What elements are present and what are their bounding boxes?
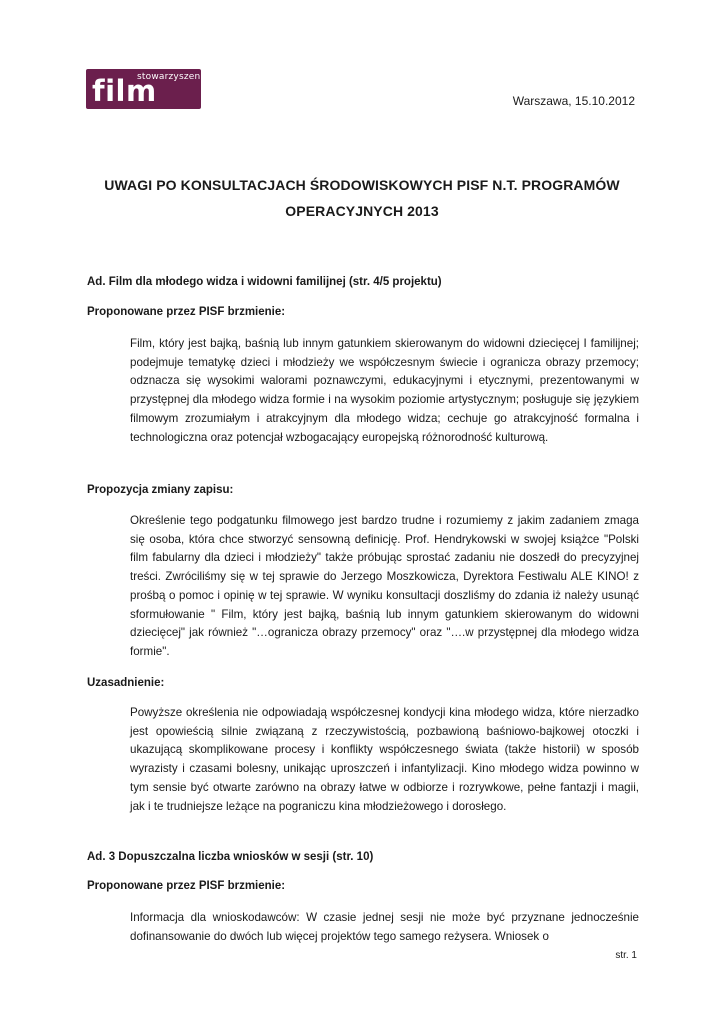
association-logo [86,69,209,142]
subheading-proposed-1: Proponowane przez PISF brzmienie: [87,306,286,318]
logo-main-text: film 1,2 [92,74,157,142]
logo-small-text: stowarzyszenie [137,72,209,82]
title-line-1: UWAGI PO KONSULTACJACH ŚRODOWISKOWYCH PISF N.T. PROGRAMÓW [104,177,620,193]
title-line-2: OPERACYJNYCH 2013 [285,203,439,219]
section-heading-ad1: Ad. Film dla młodego widza i widowni familijnej (str. 4/5 projektu) [87,276,442,288]
document-title [86,172,638,224]
paragraph-justification: Powyższe określenia nie odpowiadają współczesnej kondycji kina młodego widza, które nierzadko jest opowieścią silnie związaną z rzeczywistością, pozbawioną baśniowo-bajkowej otoczki i ukazującą skomplikowane procesy i konflikty współczesnego świata (także historii) w sposób wyrazisty i czasami bolesny, unikając uproszczeń i infantylizacji. Kino młodego widza powinno w tym sensie być otwarte zarówno na obrazy łatwe w odbiorze i rozrywkowe, pełne fantazji i magii, jak i te trudniejsze leżące na pograniczu kina młodzieżowego i dorosłego. [130,706,639,813]
section-heading-ad3: Ad. 3 Dopuszczalna liczba wniosków w sesji (str. 10) [87,851,374,863]
page-number: str. 1 [615,950,637,961]
subheading-justification: Uzasadnienie: [87,677,165,689]
document-date: Warszawa, 15.10.2012 [512,94,635,108]
paragraph-pisf-definition: Film, który jest bajką, baśnią lub innym gatunkiem skierowanym do widowni dziecięcej I familijnej; podejmuje tematykę dzieci i młodzieży we współczesnym świecie i ogranicza obrazy przemocy; odznacza się wysokimi walorami poznawczymi, edukacyjnymi i etycznymi, prezentowanymi w przystępnej dla młodego widza formie i na wysokim poziomie artystycznym; posługuje się językiem filmowym zrozumiałym i atrakcyjnym dla młodego widza; cechuje go atrakcyjność formalna i technologiczna oraz potencjał wzbogacający europejską różnorodność kulturową. [130,337,639,444]
paragraph-proposal: Określenie tego podgatunku filmowego jest bardzo trudne i rozumiemy z jakim zadaniem zmaga się osoba, która chce stworzyć sensowną definicję. Prof. Hendrykowski w swojej książce "Polski film fabularny dla dzieci i młodzieży" także próbując sprostać zadaniu nie doszedł do precyzyjnej treści. Zwróciliśmy się w tej sprawie do Jerzego Moszkowicza, Dyrektora Festiwalu ALE KINO! z prośbą o pomoc i opinię w tej sprawie. W wyniku konsultacji doszliśmy do zdania iż należy usunąć sformułowanie " Film, który jest bajką, baśnią lub innym gatunkiem skierowanym do widowni dziecięcej" jak również "…ogranicza obrazy przemocy" oraz "….w przystępnej dla młodego widza formie". [130,514,639,658]
paragraph-information: Informacja dla wnioskodawców: W czasie jednej sesji nie może być przyznane jednocześnie dofinansowanie do dwóch lub więcej projektów tego samego reżysera. Wniosek o [130,911,639,943]
subheading-proposed-2: Proponowane przez PISF brzmienie: [87,880,286,892]
subheading-proposal-change: Propozycja zmiany zapisu: [87,484,234,496]
